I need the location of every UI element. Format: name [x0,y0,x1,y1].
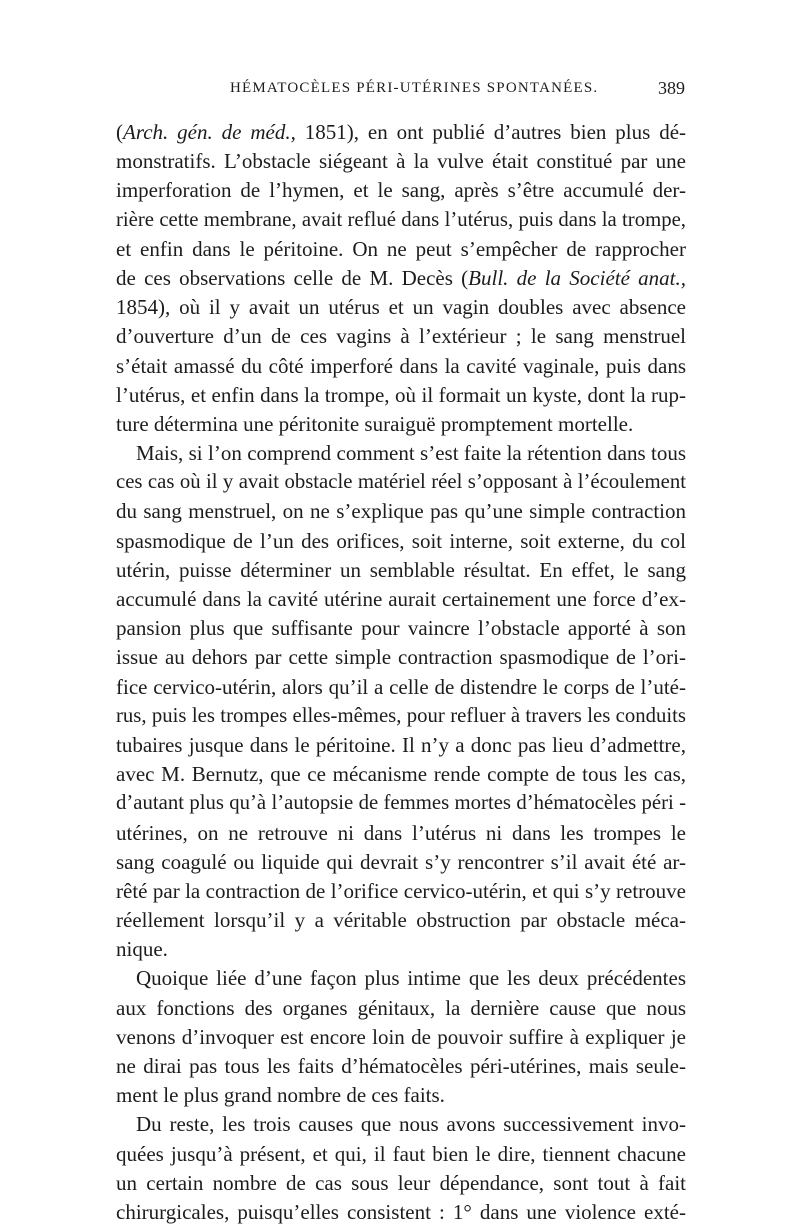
text-line: (Arch. gén. de méd., 1851), en ont publié d’autres bien plus dé- [116,120,687,144]
text-line: un certain nombre de cas sous leur dépendance, sont tout à fait [116,1170,686,1195]
text-line: et enfin dans le péritoine. On ne peut s’empêcher de rapprocher [116,236,686,261]
paragraph-start-line: Du reste, les trois causes que nous avons successivement invo- [136,1112,686,1137]
text-line: ture détermina une péritonite suraiguë promptement mortelle. [116,411,634,436]
text-line: ne dirai pas tous les faits d’hématocèles péri-utérines, mais seule- [116,1054,686,1078]
text-line: aux fonctions des organes génitaux, la dernière cause que nous [116,995,686,1020]
text-line: spasmodique de l’un des orifices, soit interne, soit externe, du col [116,528,686,553]
text-line: d’ouverture d’un de ces vagins à l’extérieur ; le sang menstruel [116,324,686,349]
text-line: rus, puis les trompes elles-mêmes, pour refluer à travers les conduits [116,704,686,727]
running-header [230,76,685,102]
body-text [116,118,686,1227]
text-line: utérin, puisse déterminer un semblable résultat. En effet, le sang [116,557,686,582]
text-line: accumulé dans la cavité utérine aurait certainement une force d’ex- [116,587,686,611]
text-line: rière cette membrane, avait reflué dans l’utérus, puis dans la trompe, [116,208,686,231]
text-line: utérines, on ne retrouve ni dans l’utérus ni dans les trompes le [116,820,686,845]
text-line: 1854), où il y avait un utérus et un vagin doubles avec absence [116,295,686,320]
text-line: de ces observations celle de M. Decès (Bull. de la Société anat., [116,265,686,290]
running-title: HÉMATOCÈLES PÉRI-UTÉRINES SPONTANÉES. [230,80,599,96]
text-line: pansion plus que suffisante pour vaincre l’obstacle apporté à son [116,616,686,641]
text-line: quées jusqu’à présent, et qui, il faut bien le dire, tiennent chacune [116,1141,686,1166]
text-line: réellement lorsqu’il y a véritable obstruction par obstacle méca- [116,908,686,933]
text-line: avec M. Bernutz, que ce mécanisme rende compte de tous les cas, [116,762,686,787]
text-line: l’utérus, et enfin dans la trompe, où il formait un kyste, dont la rup- [116,382,686,407]
page-number: 389 [658,78,685,98]
paragraph-start-line: Mais, si l’on comprend comment s’est faite la rétention dans tous [136,441,686,466]
text-line: d’autant plus qu’à l’autopsie de femmes mortes d’hématocèles péri - [116,792,686,815]
text-line: chirurgicales, puisqu’elles consistent : 1° dans une violence exté- [116,1199,686,1224]
text-line: imperforation de l’hymen, et le sang, après s’être accumulé der- [116,178,686,203]
text-line: issue au dehors par cette simple contraction spasmodique de l’ori- [116,645,686,670]
text-line: monstratifs. L’obstacle siégeant à la vulve était constitué par une [116,149,686,174]
text-line: nique. [116,937,168,962]
text-line: tubaires jusque dans le péritoine. Il n’y a donc pas lieu d’admettre, [116,732,686,757]
text-line: fice cervico-utérin, alors qu’il a celle de distendre le corps de l’uté- [116,674,686,699]
text-line: s’était amassé du côté imperforé dans la cavité vaginale, puis dans [116,353,686,378]
text-line: ces cas où il y avait obstacle matériel réel s’opposant à l’écoulement [116,471,686,494]
paragraph-start-line: Quoique liée d’une façon plus intime que les deux précédentes [136,966,686,991]
text-line: venons d’invoquer est encore loin de pouvoir suffire à expliquer je [116,1024,686,1049]
text-line: du sang menstruel, on ne s’explique pas qu’une simple contraction [116,499,686,524]
text-line: sang coagulé ou liquide qui devrait s’y rencontrer s’il avait été ar- [116,849,686,874]
text-line: rêté par la contraction de l’orifice cervico-utérin, et qui s’y retrouve [116,878,686,903]
text-line: ment le plus grand nombre de ces faits. [116,1083,445,1108]
